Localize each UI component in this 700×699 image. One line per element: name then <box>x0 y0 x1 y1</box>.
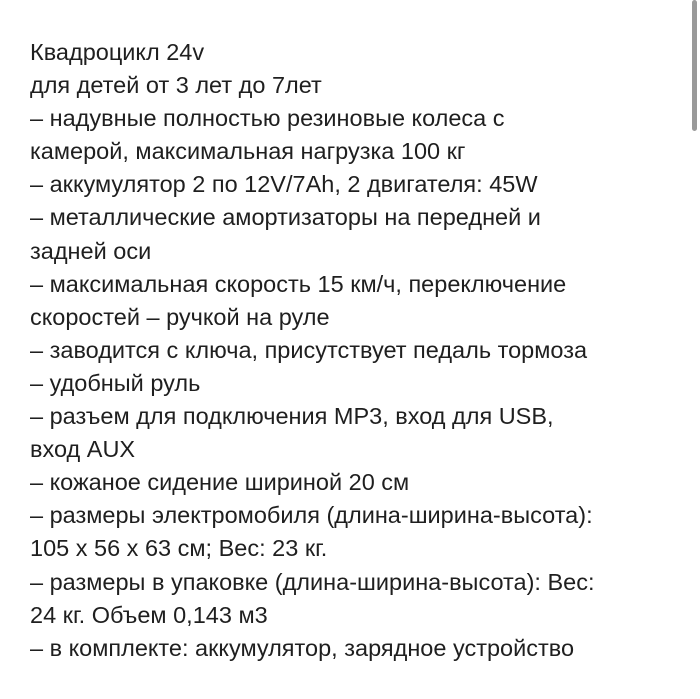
description-line: камерой, максимальная нагрузка 100 кг <box>30 138 466 165</box>
description-line: – максимальная скорость 15 км/ч, переключение <box>30 270 567 297</box>
description-line: – аккумулятор 2 по 12V/7Ah, 2 двигателя: 45W <box>30 171 538 198</box>
description-line: – размеры электромобиля (длина-ширина-высота): <box>30 502 593 529</box>
description-line-title: Квадроцикл 24v <box>30 39 205 65</box>
description-line: – размеры в упаковке (длина-ширина-высота): Вес: <box>30 568 595 595</box>
description-line: – металлические амортизаторы на передней и <box>30 204 541 231</box>
description-line: 24 кг. Объем 0,143 м3 <box>30 601 268 628</box>
description-line: – надувные полностью резиновые колеса с <box>30 105 505 132</box>
description-line: – разъем для подключения MP3, вход для USB, <box>30 403 554 430</box>
description-line: – заводится с ключа, присутствует педаль тормоза <box>30 336 588 363</box>
product-description <box>30 36 680 665</box>
description-line: вход AUX <box>30 436 136 463</box>
description-line: – кожаное сидение шириной 20 см <box>30 469 410 496</box>
description-line: задней оси <box>30 237 152 264</box>
description-line: скоростей – ручкой на руле <box>30 303 330 330</box>
description-line: – удобный руль <box>30 369 201 396</box>
description-line: для детей от 3 лет до 7лет <box>30 72 322 99</box>
description-line: – в комплекте: аккумулятор, зарядное устройство <box>30 634 575 661</box>
scrollbar-thumb[interactable] <box>692 0 697 131</box>
description-line: 105 х 56 х 63 см; Вес: 23 кг. <box>30 535 328 562</box>
